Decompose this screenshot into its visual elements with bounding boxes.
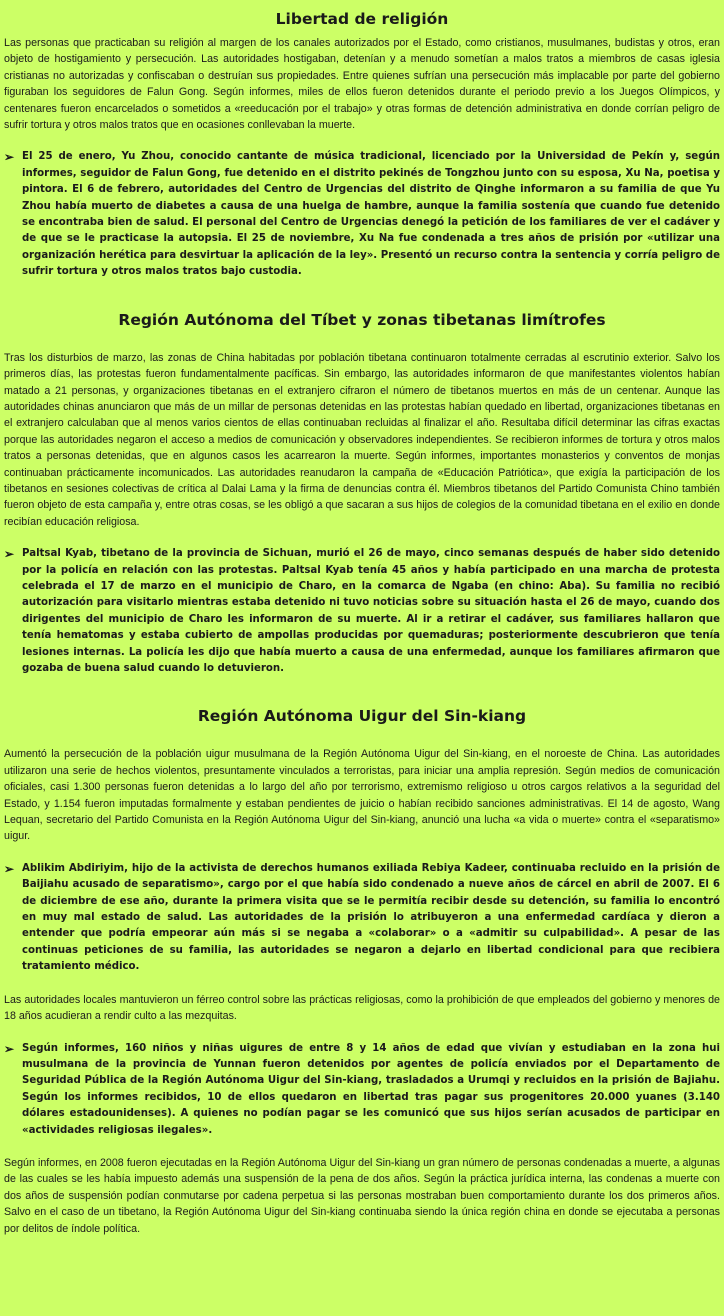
bullet-item — [4, 149, 720, 280]
paragraph: Según informes, en 2008 fueron ejecutadas en la Región Autónoma Uigur del Sin-kiang un gran número de personas condenadas a muerte, a algunas de las cuales se les había impuesto además una suspensión de la pena de dos años. Según la práctica jurídica interna, las condenas a muerte con dos años de suspensión podían conmutarse por cadena perpetua si las personas mostraban buen comportamiento durante los dos primeros años. Salvo en el caso de un tibetano, la Región Autónoma Uigur del Sin-kiang continuaba siendo la única región china en donde se ejecutaba a personas por delitos de índole política. — [4, 1156, 720, 1235]
arrow-right-icon: ➢ — [4, 150, 15, 165]
paragraph: Las autoridades locales mantuvieron un férreo control sobre las prácticas religiosas, como la prohibición de que empleados del gobierno y menores de 18 años acudieran a rendir culto a las mezquitas. — [4, 993, 720, 1023]
arrow-right-icon: ➢ — [4, 861, 15, 876]
bullet-item — [4, 546, 720, 677]
bullet-text: El 25 de enero, Yu Zhou, conocido cantante de música tradicional, licenciado por la Universidad de Pekín y, según informes, seguidor de Falun Gong, fue detenido en el distrito pekinés de Tongzhou junto con su esposa, Xu Na, poetisa y pintora. El 6 de febrero, autoridades del Centro de Urgencias del distrito de Qinghe informaron a su familia de que Yu Zhou había muerto de diabetes a causa de una huelga de hambre, aunque la familia sostenía que cuando fue detenido se encontraba bien de salud. El personal del Centro de Urgencias denegó la petición de los familiares de ver el cadáver y de que se le practicase la autopsia. El 25 de noviembre, Xu Na fue condenada a tres años de prisión por «utilizar una organización herética para desvirtuar la aplicación de la ley». Presentó un recurso contra la sentencia y corría peligro de sufrir tortura y otros malos tratos bajo custodia. — [22, 151, 720, 278]
arrow-right-icon: ➢ — [4, 1041, 15, 1056]
bullet-text: Ablikim Abdiriyim, hijo de la activista de derechos humanos exiliada Rebiya Kadeer, continuaba recluido en la prisión de Baijiahu acusado de separatismo», cargo por el que había sido condenado a nueve años de cárcel en abril de 2007. El 6 de diciembre de ese año, durante la primera visita que se le permitía recibir desde su detención, su familia lo encontró en muy mal estado de salud. Las autoridades de la prisión lo atribuyeron a una enfermedad cardíaca y dieron a entender que podría empeorar aún más si se negaba a «colaborar» o a «admitir su culpabilidad». A pesar de las continuas peticiones de su familia, las autoridades se negaron a dejarlo en libertad condicional para que recibiera tratamiento médico. — [22, 862, 720, 973]
bullet-text: Según informes, 160 niños y niñas uigures de entre 8 y 14 años de edad que vivían y estudiaban en la zona hui musulmana de la provincia de Yunnan fueron detenidos por agentes de policía enviados por el Departamento de Seguridad Pública de la Región Autónoma Uigur del Sin-kiang, trasladados a Urumqi y recluidos en la prisión de Bajiahu. Según los informes recibidos, 10 de ellos quedaron en libertad tras pagar sus progenitores 20.000 yuanes (3.140 dólares estadounidenses). A quienes no podían pagar se les comunicó que sus hijos serían acusados de participar en «actividades religiosas ilegales». — [22, 1042, 720, 1136]
section-title: Libertad de religión — [275, 10, 449, 28]
spacer — [4, 732, 720, 746]
section-libertad-religion — [4, 10, 720, 281]
spacer — [4, 693, 720, 707]
bullet-text: Paltsal Kyab, tibetano de la provincia de Sichuan, murió el 26 de mayo, cinco semanas después de haber sido detenido por la policía en relación con las protestas. Paltsal Kyab tenía 45 años y había participado en una marcha de protesta celebrada el 17 de marzo en el municipio de Charo, en la comarca de Ngaba (en chino: Aba). Su familia no recibió autorización para visitarlo mientras estaba detenido ni tuvo noticias sobre su situación hasta el 26 de mayo, cuando dos dirigentes del municipio de Charo les informaron de su muerte. Al ir a retirar el cadáver, sus familiares hallaron que tenía hematomas y estaba cubierto de ampollas producidas por quemaduras; posteriormente descubrieron que tenía lesiones internas. La policía les dijo que había muerto a causa de una enfermedad, aunque los familiares afirmaron que gozaba de buena salud cuando lo detuvieron. — [22, 548, 720, 674]
section-tibet — [4, 311, 720, 678]
spacer — [4, 336, 720, 350]
section-title: Región Autónoma del Tíbet y zonas tibetanas limítrofes — [118, 310, 606, 329]
section-title: Región Autónoma Uigur del Sin-kiang — [197, 707, 527, 726]
paragraph: Tras los disturbios de marzo, las zonas de China habitadas por población tibetana continuaron totalmente cerradas al escrutinio exterior. Salvo los primeros días, las protestas fueron fundamentalmente pacíficas. Sin embargo, las autoridades informaron de que manifestantes violentos habían matado a 21 personas, y organizaciones tibetanas en el extranjero cifraron el número de tibetanos muertos en más de un centenar. Aunque las autoridades chinas anunciaron que más de un millar de personas detenidas en las protestas habían quedado en libertad, organizaciones tibetanas en el extranjero calculaban que al menos varios cientos de ellas continuaban recluidas al finalizar el año. Resultaba difícil determinar las cifras exactas porque las autoridades negaron el acceso a medios de comunicación y observadores independientes. Se recibieron informes de tortura y otros malos tratos a personas detenidas, que en algunos casos les acarrearon la muerte. Según informes, importantes monasterios y conventos de monjas continuaban prácticamente incomunicados. Las autoridades reanudaron la campaña de «Educación Patriótica», que exigía la participación de los tibetanos en sesiones colectivas de crítica al Dalai Lama y la firma de denuncias contra él. Miembros tibetanos del Partido Comunista Chino también fueron objeto de esta campaña y, entre otras cosas, se les obligó a que sacaran a sus hijos de colegios de la comunidad tibetana en el exilio en donde recibían educación religiosa. — [4, 351, 720, 528]
paragraph: Aumentó la persecución de la población uigur musulmana de la Región Autónoma Uigur del Sin-kiang, en el noroeste de China. Las autoridades utilizaron una serie de hechos violentos, presuntamente vinculados a terroristas, para iniciar una amplia represión. Según medios de comunicación oficiales, casi 1.300 personas fueron detenidas a lo largo del año por terrorismo, extremismo religioso u otros cargos relativos a la seguridad del Estado, y 1.154 fueron imputadas formalmente y estaban pendientes de juicio o habían recibido sanciones administrativas. El 14 de agosto, Wang Lequan, secretario del Partido Comunista en la Región Autónoma Uigur del Sin-kiang, anunció una lucha «a vida o muerte» contra el «separatismo» uigur. — [4, 748, 720, 843]
bullet-item — [4, 1041, 720, 1139]
spacer — [4, 297, 720, 311]
bullet-item — [4, 861, 720, 976]
paragraph: Las personas que practicaban su religión al margen de los canales autorizados por el Estado, como cristianos, musulmanes, budistas y otros, eran objeto de hostigamiento y persecución. Las autoridades hostigaban, detenían y a menudo sometían a malos tratos a miembros de casas iglesia cristianas no autorizadas y confiscaban o destruían sus propiedades. Entre quienes sufrían una persecución más implacable por parte del gobierno figuraban los seguidores de Falun Gong. Según informes, miles de ellos fueron detenidos durante el periodo previo a los Juegos Olímpicos, y centenares fueron encarcelados o sometidos a «reeducación por el trabajo» y otras formas de detención administrativa en donde corrían peligro de sufrir tortura y otros malos tratos que en ocasiones conllevaban la muerte. — [4, 37, 720, 132]
section-sinkiang — [4, 707, 720, 1237]
arrow-right-icon: ➢ — [4, 547, 15, 562]
